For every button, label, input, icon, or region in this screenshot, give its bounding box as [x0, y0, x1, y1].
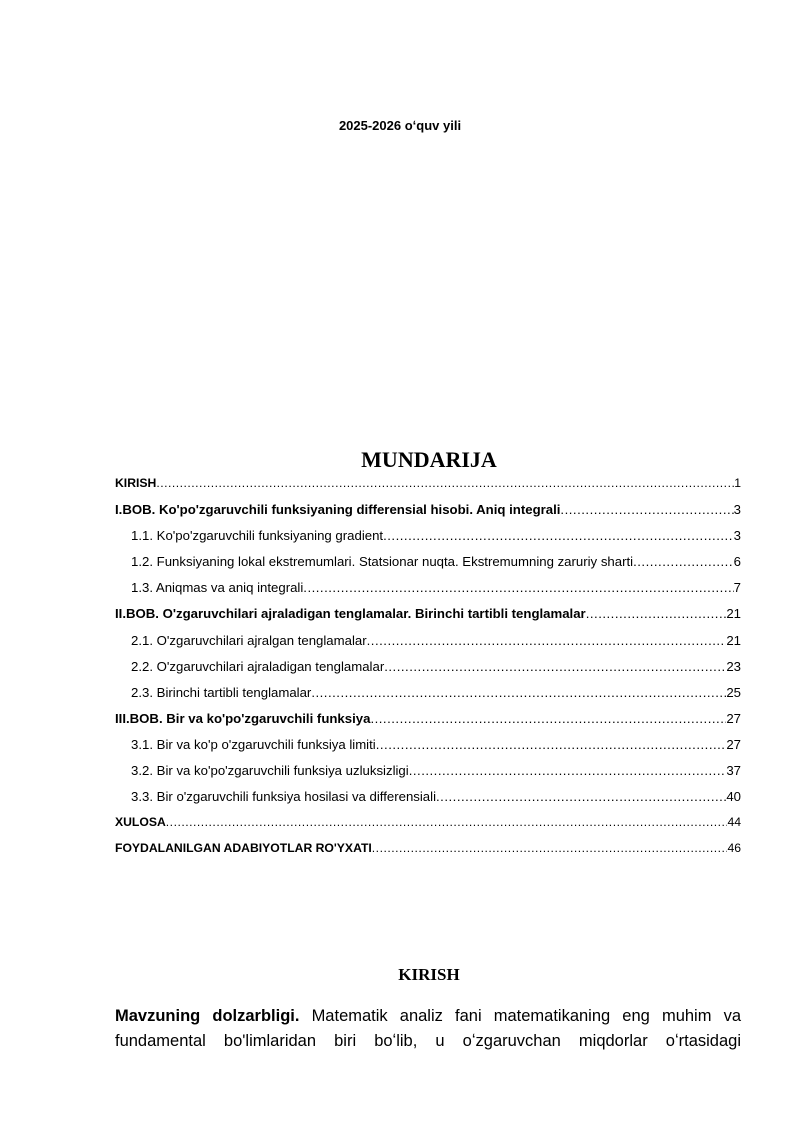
toc-entry-page: 27: [726, 736, 741, 752]
academic-year: 2025-2026 oʻquv yili: [338, 118, 462, 133]
toc-dot-leader: [303, 580, 733, 595]
intro-paragraph: [115, 1004, 741, 1054]
intro-lead: Mavzuning dolzarbligi.: [115, 1007, 300, 1025]
toc-entry-label: 3.2. Bir va ko'po'zgaruvchili funksiya uzluksizligi: [131, 763, 409, 779]
toc-entry-page: 25: [726, 684, 741, 700]
toc-entry-label: 1.2. Funksiyaning lokal ekstremumlari. Statsionar nuqta. Ekstremumning zaruriy sharti: [131, 554, 634, 570]
toc-entry-label: 3.1. Bir va ko'p o'zgaruvchili funksiya limiti: [131, 736, 376, 752]
toc-entry-page: 23: [726, 658, 741, 674]
toc-entry-page: 37: [726, 763, 741, 779]
toc-entry-page: 27: [726, 710, 741, 726]
toc-dot-leader: [156, 476, 734, 490]
toc-entry[interactable]: [115, 659, 741, 685]
toc-entry[interactable]: [115, 789, 741, 815]
toc-entry-label: KIRISH: [115, 476, 157, 490]
toc-entry-label: 1.3. Aniqmas va aniq integrali: [131, 580, 304, 596]
toc-dot-leader: [383, 528, 734, 543]
toc-entry[interactable]: [115, 528, 741, 554]
toc-entry-page: 46: [727, 841, 741, 856]
toc-entry[interactable]: [115, 763, 741, 789]
toc-entry-page: 44: [727, 815, 741, 830]
toc-dot-leader: [311, 685, 726, 700]
toc-entry-page: 3: [733, 528, 741, 544]
toc-entry-label: 1.1. Ko'po'zgaruvchili funksiyaning gradient: [131, 528, 384, 544]
toc-dot-leader: [367, 633, 727, 648]
toc-dot-leader: [409, 763, 727, 778]
toc-entry-label: 2.1. O'zgaruvchilari ajralgan tenglamalar: [131, 632, 367, 648]
toc-dot-leader: [372, 841, 728, 855]
toc-entry[interactable]: [115, 554, 741, 580]
toc-dot-leader: [560, 502, 733, 517]
toc-dot-leader: [370, 711, 726, 726]
toc-entry-label: FOYDALANILGAN ADABIYOTLAR RO'YXATI: [115, 841, 372, 856]
toc-entry[interactable]: [115, 633, 741, 659]
toc-title: MUNDARIJA: [361, 447, 497, 472]
intro-text: Matematik analiz fani matematikaning eng muhim va fundamental bo'limlaridan biri boʻlib, u oʻzgaruvchan miqdorlar oʻrtasidagi: [115, 1007, 741, 1050]
toc-entry-page: 21: [726, 632, 741, 648]
toc-entry[interactable]: [115, 685, 741, 711]
toc-entry[interactable]: [115, 476, 741, 502]
table-of-contents: [115, 476, 741, 867]
intro-heading: KIRISH: [398, 965, 460, 984]
toc-entry[interactable]: [115, 502, 741, 528]
toc-entry-page: 40: [726, 789, 741, 805]
toc-entry[interactable]: [115, 841, 741, 867]
toc-dot-leader: [166, 815, 728, 829]
toc-entry[interactable]: [115, 606, 741, 632]
toc-entry[interactable]: [115, 711, 741, 737]
toc-entry-page: 21: [726, 606, 741, 622]
toc-entry-label: II.BOB. O'zgaruvchilari ajraladigan tenglamalar. Birinchi tartibli tenglamalar: [115, 606, 586, 622]
toc-dot-leader: [586, 606, 727, 621]
toc-dot-leader: [436, 789, 726, 804]
toc-entry-label: XULOSA: [115, 815, 166, 830]
toc-entry-label: I.BOB. Ko'po'zgaruvchili funksiyaning differensial hisobi. Aniq integrali: [115, 502, 561, 518]
toc-entry-page: 3: [733, 502, 741, 518]
toc-entry-label: 2.3. Birinchi tartibli tenglamalar: [131, 684, 312, 700]
toc-entry[interactable]: [115, 580, 741, 606]
toc-entry-page: 6: [733, 554, 741, 570]
toc-entry-page: 7: [733, 580, 741, 596]
toc-dot-leader: [384, 659, 726, 674]
toc-entry[interactable]: [115, 737, 741, 763]
toc-dot-leader: [376, 737, 727, 752]
toc-entry[interactable]: [115, 815, 741, 841]
toc-entry-label: III.BOB. Bir va ko'po'zgaruvchili funksiya: [115, 710, 371, 726]
toc-entry-label: 3.3. Bir o'zgaruvchili funksiya hosilasi va differensiali: [131, 789, 436, 805]
toc-entry-label: 2.2. O'zgaruvchilari ajraladigan tenglamalar: [131, 658, 385, 674]
toc-entry-page: 1: [734, 476, 741, 490]
toc-dot-leader: [633, 554, 734, 569]
